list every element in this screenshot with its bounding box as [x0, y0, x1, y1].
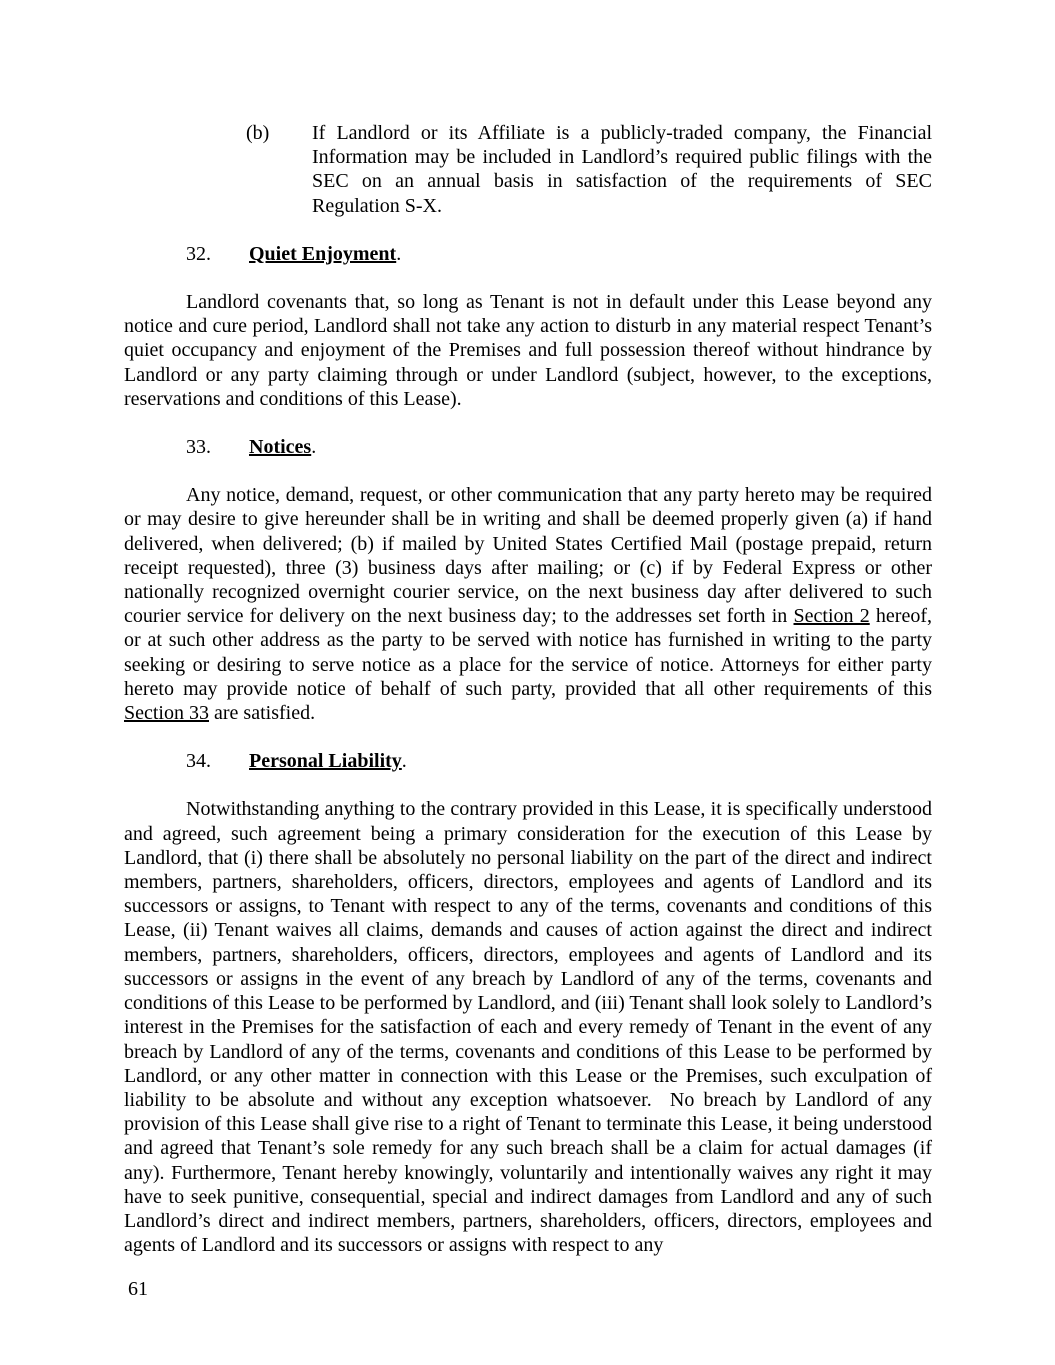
heading-suffix: . — [401, 750, 407, 773]
subclause-label: (b) — [246, 122, 270, 144]
heading-title: Notices — [249, 436, 312, 459]
heading-number: 33. — [186, 436, 211, 459]
heading-suffix: . — [311, 436, 317, 459]
section-33-body — [124, 483, 932, 725]
section-32-heading — [186, 242, 932, 266]
paragraph-text: Landlord covenants that, so long as Tenant is not in default under this Lease beyond any notice and cure period, Landlord shall not take any action to disturb in any material respect Tenant’s quiet occupancy and enjoyment of the Premises and full possession thereof without hindrance by Landlord or any party claiming through or under Landlord (subject, however, to the exceptions, reservations and conditions of this Lease). — [124, 291, 932, 410]
heading-title: Personal Liability — [249, 750, 402, 773]
page-number: 61 — [128, 1278, 148, 1300]
section-reference: Section 33 — [124, 702, 209, 725]
heading-title: Quiet Enjoyment — [249, 242, 397, 265]
section-reference: Section 2 — [793, 605, 870, 628]
section-33-heading — [186, 435, 932, 459]
subclause-b — [246, 121, 932, 218]
paragraph-text: Notwithstanding anything to the contrary provided in this Lease, it is specifically understood and agreed, such agreement being a primary consideration for the execution of this Lease by Landlord, that (i) there shall be absolutely no personal liability on the part of the direct and indirect members, partners, shareholders, officers, directors, employees and agents of Landlord and its successors or assigns, to Tenant with respect to any of the terms, covenants and conditions of this Lease, (ii) Tenant waives all claims, demands and causes of action against the direct and indirect members, partners, shareholders, officers, directors, employees and agents of Landlord and its successors or assigns in the event of any breach by Landlord of any of the terms, covenants and conditions of this Lease to be performed by Landlord, and (iii) Tenant shall look solely to Landlord’s interest in the Premises for the satisfaction of each and every remedy of Tenant in the event of any breach by Landlord of any of the terms, covenants and conditions of this Lease to be performed by Landlord, or any other matter in connection with this Lease or the Premises, such exculpation of liability to be absolute and without any exception whatsoever. No breach by Landlord of any provision of this Lease shall give rise to a right of Tenant to terminate this Lease, it being understood and agreed that Tenant’s sole remedy for any such breach shall be a claim for actual damages (if any). Furthermore, Tenant hereby knowingly, voluntarily and intentionally waives any right it may have to seek punitive, consequential, special and indirect damages from Landlord and any of such Landlord’s direct and indirect members, partners, shareholders, officers, directors, employees and agents of Landlord and its successors or assigns with respect to any — [124, 798, 932, 1257]
heading-number: 34. — [186, 750, 211, 773]
paragraph-text: hereof, or at such other address as the party to be served with notice has furnished in writing to the party seeking or desiring to serve notice as a place for the service of notice. Attorneys for either party hereto may provide notice of behalf of such party, provided that all other requirements of this — [124, 605, 932, 700]
document-body — [124, 121, 932, 1281]
heading-number: 32. — [186, 242, 211, 265]
subclause-text: If Landlord or its Affiliate is a publicly-traded company, the Financial Information may be included in Landlord’s required public filings with the SEC on an annual basis in satisfaction of the requirements of SEC Regulation S-X. — [312, 122, 932, 217]
paragraph-text: are satisfied. — [209, 702, 316, 725]
section-34-body — [124, 797, 932, 1257]
section-34-heading — [186, 749, 932, 773]
heading-suffix: . — [396, 242, 402, 265]
section-32-body — [124, 290, 932, 411]
paragraph-text: Any notice, demand, request, or other communication that any party hereto may be required or may desire to give hereunder shall be in writing and shall be deemed properly given (a) if hand delivered, when delivered; (b) if mailed by United States Certified Mail (postage prepaid, return receipt requested), three (3) business days after mailing; or (c) if by Federal Express or other nationally recognized overnight courier service, on the next business day after delivered to such courier service for delivery on the next business day; to the addresses set forth in — [124, 484, 932, 628]
